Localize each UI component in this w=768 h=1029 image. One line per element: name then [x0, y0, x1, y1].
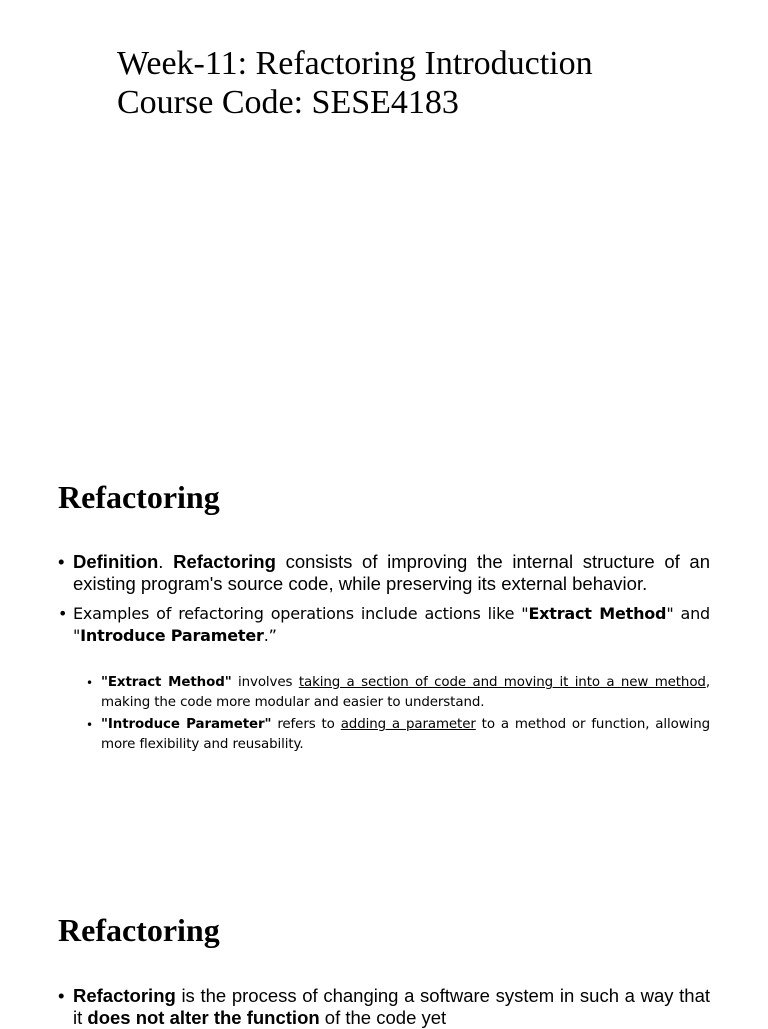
refactoring-term: Refactoring — [73, 985, 176, 1006]
bullet-examples — [58, 603, 710, 647]
refactoring-process-post: of the code yet — [319, 1007, 447, 1028]
bullet-list-section-1 — [58, 551, 710, 647]
refactoring-process-pre: is the process of changing a software system in such a way that it — [73, 985, 710, 1028]
examples-text-post: .” — [263, 626, 277, 645]
definition-separator: . — [158, 551, 174, 572]
definition-term: Refactoring — [173, 551, 276, 572]
examples-introduce-parameter: Introduce Parameter — [80, 626, 264, 645]
bullet-spacer — [58, 595, 710, 603]
introduce-parameter-underlined: adding a parameter — [340, 717, 476, 732]
sub-bullet-extract-method — [86, 673, 710, 713]
definition-text: consists of improving the internal structure of an existing program's source code, while preserving its external behavior. — [73, 551, 710, 594]
sub-bullet-list — [86, 673, 710, 755]
examples-text-pre: Examples of refactoring operations include actions like " — [73, 604, 529, 623]
extract-method-term: "Extract Method" — [101, 675, 232, 690]
examples-text-mid: " and " — [73, 604, 710, 645]
does-not-alter-function: does not alter the function — [87, 1007, 320, 1028]
extract-method-post: , making the code more modular and easier to understand. — [101, 675, 710, 710]
bullet-definition — [58, 551, 710, 595]
bullet-list-section-2 — [58, 985, 710, 1029]
title-line-course-code: Course Code: SESE4183 — [117, 84, 459, 121]
section-heading-refactoring-1: Refactoring — [58, 479, 220, 515]
introduce-parameter-pre: refers to — [271, 717, 341, 732]
extract-method-underlined: taking a section of code and moving it into a new method — [298, 675, 706, 690]
introduce-parameter-post: to a method or function, allowing more flexibility and reusability. — [101, 717, 710, 752]
title-line-week: Week-11: Refactoring Introduction — [117, 45, 593, 82]
definition-label: Definition — [73, 551, 159, 572]
examples-extract-method: Extract Method — [528, 604, 667, 623]
bullet-refactoring-process — [58, 985, 710, 1029]
section-heading-refactoring-2: Refactoring — [58, 912, 220, 948]
sub-bullet-introduce-parameter — [86, 715, 710, 755]
slide-title — [117, 44, 593, 122]
extract-method-pre: involves — [231, 675, 299, 690]
introduce-parameter-term: "Introduce Parameter" — [101, 717, 272, 732]
